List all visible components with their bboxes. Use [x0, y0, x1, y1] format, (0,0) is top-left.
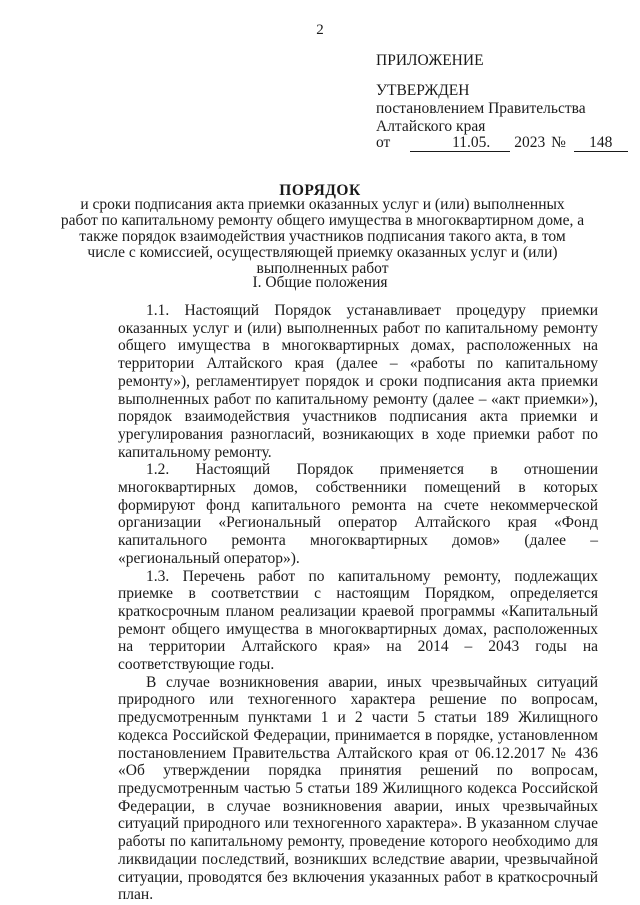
date-value: 11.05.: [452, 134, 491, 151]
section-heading: I. Общие положения: [252, 274, 388, 291]
year-value: 2023: [514, 134, 546, 151]
paragraph-emergency: В случае возникновения аварии, иных чрезвычайных ситуаций природного или техногенного характера решение по вопросам, предусмотренным пунктами 1 и 2 части 5 статьи 189 Жилищного кодекса Российской Федерации, принимается в порядке, установленном постановлением Правительства Алтайского края от 06.12.2017 № 436 «Об утверждении порядка принятия решений по вопросам, предусмотренным частью 5 статьи 189 Жилищного кодекса Российской Федерации, в случае возникновения аварии, иных чрезвычайных ситуаций природного или техногенного характера». В указанном случае работы по капитальному ремонту, проведение которого необходимо для ликвидации последствий, возникших вследствие аварии, чрезвычайной ситуации, проводятся без включения указанных работ в краткосрочный план.: [118, 673, 598, 904]
number-sign: №: [551, 134, 566, 151]
number-field: [574, 135, 628, 152]
number-value: 148: [589, 134, 613, 151]
paragraph-1-1: 1.1. Настоящий Порядок устанавливает процедуру приемки оказанных услуг и (или) выполненных работ по капитальному ремонту общего имущества в многоквартирных домах, расположенных на территории Алтайского края (далее – «работы по капитальному ремонту»), регламентирует порядок и сроки подписания акта приемки выполненных работ по капитальному ремонту (далее – «акт приемки»), порядок взаимодействия участников подписания акта приемки и урегулирования разногласий, возникающих в ходе приемки работ по капитальному ремонту.: [118, 302, 598, 461]
approved-by-line1: постановлением Правительства: [376, 100, 586, 117]
document-title: ПОРЯДОК: [279, 182, 361, 199]
document-subtitle: и сроки подписания акта приемки оказанных услуг и (или) выполненных работ по капитальному ремонту общего имущества в многоквартирном доме, а также порядок взаимодействия участников подписания такого акта, в том числе с комиссией, осуществляющей приемку оказанных услуг и (или) выполненных работ: [60, 196, 585, 277]
paragraph-1-3: 1.3. Перечень работ по капитальному ремонту, подлежащих приемке в соответствии с настоящим Порядком, определяется краткосрочным планом реализации краевой программы «Капитальный ремонт общего имущества в многоквартирных домах, расположенных на территории Алтайского края» на 2014 – 2043 годы на соответствующие годы.: [118, 567, 598, 674]
approved-label: УТВЕРЖДЕН: [376, 82, 470, 99]
paragraph-1-2: 1.2. Настоящий Порядок применяется в отношении многоквартирных домов, собственники помещений в которых формируют фонд капитального ремонта на счете некоммерческой организации «Региональный оператор Алтайского края «Фонд капитального ремонта многоквартирных домов» (далее – «региональный оператор»).: [118, 461, 598, 567]
approved-by-line2: Алтайского края: [376, 118, 486, 135]
appendix-label: ПРИЛОЖЕНИЕ: [376, 52, 484, 69]
document-body: [118, 302, 598, 904]
date-prefix: от: [376, 134, 391, 151]
page-number: 2: [316, 22, 324, 38]
approval-date-line: [376, 134, 628, 152]
date-field: [410, 135, 510, 152]
